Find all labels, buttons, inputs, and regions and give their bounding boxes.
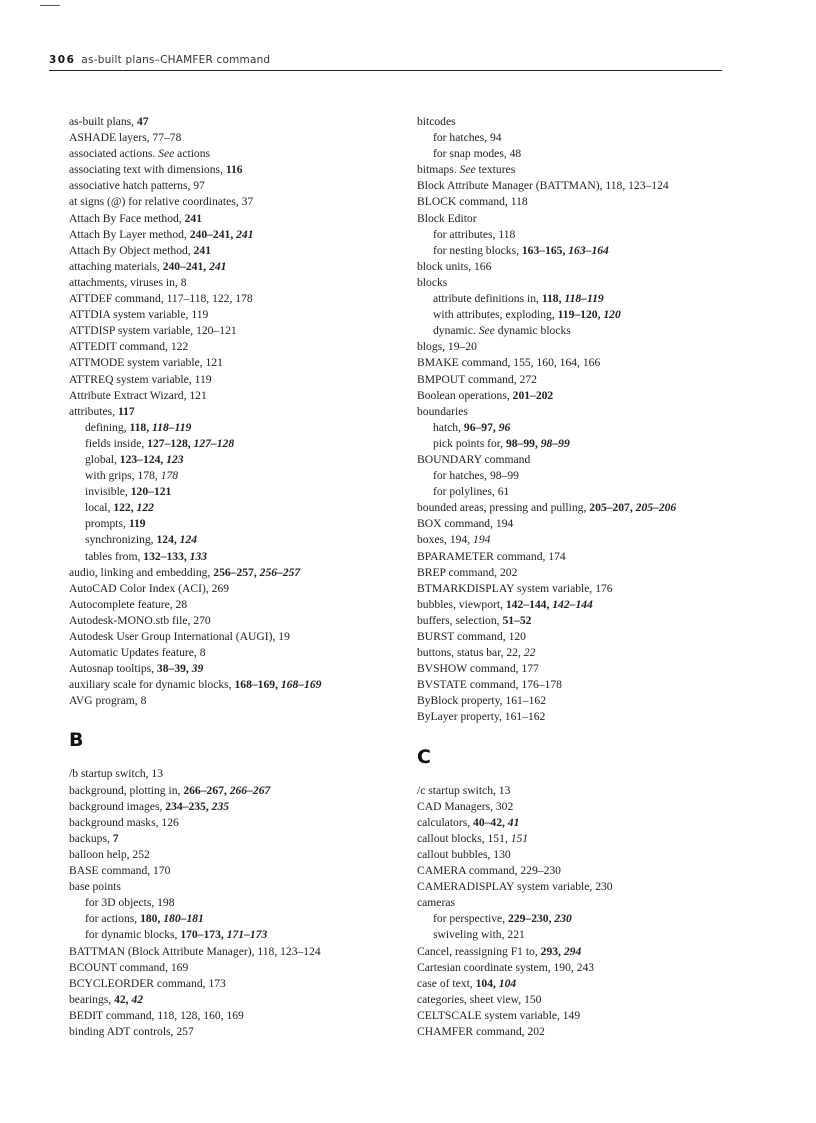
section-letter-c: C (417, 745, 431, 768)
header-rule (49, 70, 722, 71)
page-reference: 40–42, (473, 815, 508, 829)
page-reference: 123–124, (119, 452, 167, 466)
page-reference: 235 (211, 799, 230, 813)
index-entry (417, 516, 772, 532)
entry-text: calculators, (417, 815, 474, 829)
entry-text: BEDIT command, 118, 128, 160, 169 (69, 1008, 244, 1022)
entry-text: BMPOUT command, 272 (417, 372, 537, 386)
index-subentry (417, 323, 772, 339)
index-column-left (69, 114, 424, 1040)
index-subentry (417, 243, 772, 259)
page-reference: 294 (563, 944, 582, 958)
entry-text: associative hatch patterns, 97 (69, 179, 205, 193)
index-entry (69, 339, 424, 355)
page-reference: 142–144 (552, 597, 593, 611)
entry-text: AVG program, 8 (69, 694, 147, 708)
index-entry (417, 895, 772, 911)
entry-text: BURST command, 120 (417, 630, 526, 643)
entry-text: prompts, (85, 517, 129, 531)
index-entry (69, 227, 424, 243)
index-entry (69, 613, 424, 629)
entry-text: CAD Managers, 302 (417, 799, 514, 813)
page-reference: 127–128, (147, 436, 194, 450)
page-reference: 180–181 (163, 912, 204, 926)
entry-text: Attach By Layer method, (69, 227, 190, 241)
page-reference: 124 (179, 533, 198, 547)
entry-text: synchronizing, (85, 533, 157, 547)
page-reference: 124, (156, 533, 180, 547)
index-subentry (69, 436, 424, 452)
index-entry (417, 597, 772, 613)
index-entry (417, 847, 772, 863)
page-reference: 229–230, (508, 912, 555, 926)
index-entry (417, 372, 772, 388)
index-subentry (69, 500, 424, 516)
entry-text: bitcodes (417, 115, 456, 128)
index-subentry (417, 146, 772, 162)
page-reference: See (478, 324, 495, 338)
index-entry (69, 146, 424, 162)
entry-text: background, plotting in, (69, 783, 184, 797)
index-entry (417, 388, 772, 404)
entry-text: for nesting blocks, (433, 243, 522, 257)
entry-text: base points (69, 880, 121, 894)
page-reference: 98–99, (505, 436, 541, 450)
index-subentry (417, 484, 772, 500)
entry-text: CELTSCALE system variable, 149 (417, 1008, 581, 1022)
index-entry (417, 1008, 772, 1024)
page-reference: 293, (540, 944, 564, 958)
page-reference: 256–257 (259, 565, 301, 579)
entry-text: bubbles, viewport, (417, 597, 506, 611)
page-reference: 104 (498, 976, 517, 990)
entry-text: background masks, 126 (69, 815, 179, 829)
running-head-text: as-built plans–CHAMFER command (81, 54, 271, 66)
index-entry (69, 597, 424, 613)
page-reference: 163–164 (568, 243, 609, 257)
entry-text: /c startup switch, 13 (417, 783, 511, 797)
entry-text: as-built plans, (69, 115, 137, 128)
index-entry (417, 339, 772, 355)
page-reference: 241 (209, 259, 227, 273)
index-subentry (69, 452, 424, 468)
index-entry (69, 960, 424, 976)
index-subentry (69, 911, 424, 927)
entry-text: pick points for, (433, 436, 506, 450)
entry-text: Boolean operations, (417, 388, 513, 402)
index-entry (69, 879, 424, 895)
page-reference: 118–119 (152, 420, 192, 434)
entry-text: for hatches, 98–99 (433, 469, 519, 483)
entry-text: attaching materials, (69, 259, 163, 273)
page-reference: 168–169 (280, 678, 322, 692)
page-reference: 205–207, (589, 501, 636, 515)
entry-text: Cartesian coordinate system, 190, 243 (417, 960, 595, 974)
index-subentry (69, 484, 424, 500)
page-reference: 240–241, (162, 259, 210, 273)
entry-text: balloon help, 252 (69, 847, 150, 861)
index-entry (417, 831, 772, 847)
entry-text: at signs (@) for relative coordinates, 37 (69, 195, 254, 209)
entry-text: Autodesk-MONO.stb file, 270 (69, 613, 211, 627)
index-entry (69, 693, 424, 709)
entry-text: auxiliary scale for dynamic blocks, (69, 678, 235, 692)
page-reference: 241 (193, 243, 211, 257)
entry-text: for dynamic blocks, (85, 928, 181, 942)
index-entry (69, 388, 424, 404)
index-entry (69, 372, 424, 388)
entry-text: Autodesk User Group International (AUGI), 19 (69, 630, 290, 643)
index-entry (417, 693, 772, 709)
entry-text: Autocomplete feature, 28 (69, 597, 188, 611)
index-entry (417, 178, 772, 194)
entry-text: for hatches, 94 (433, 131, 502, 145)
entry-text: attributes, (69, 404, 118, 418)
page-reference: 116 (225, 163, 243, 177)
entry-text: bounded areas, pressing and pulling, (417, 501, 590, 515)
index-entry (417, 960, 772, 976)
page-reference: 38–39, (156, 662, 192, 676)
page-reference: 96–97, (463, 420, 499, 434)
page-reference: 122, (113, 501, 137, 515)
entry-text: background images, (69, 799, 166, 813)
index-entry (69, 677, 424, 693)
index-subentry (417, 420, 772, 436)
entry-text: dynamic blocks (494, 324, 571, 338)
entry-text: boundaries (417, 404, 468, 418)
page-reference: 123 (166, 452, 184, 466)
index-entry (417, 613, 772, 629)
index-subentry (417, 468, 772, 484)
page-reference: 256–257, (213, 565, 260, 579)
running-head (49, 54, 270, 66)
entry-text: bearings, (69, 992, 115, 1006)
page-reference: 41 (507, 815, 520, 829)
index-entry (69, 581, 424, 597)
entry-text: ByLayer property, 161–162 (417, 710, 546, 724)
page-reference: 178 (160, 469, 179, 483)
index-subentry (69, 516, 424, 532)
entry-text: for actions, (85, 912, 141, 926)
entry-text: Block Editor (417, 211, 477, 225)
entry-text: invisible, (85, 485, 131, 499)
index-entry (417, 355, 772, 371)
entry-text: BCOUNT command, 169 (69, 960, 189, 974)
page-reference: See (459, 163, 476, 177)
entry-text: CHAMFER command, 202 (417, 1024, 545, 1038)
page-reference: 170–173, (180, 928, 227, 942)
index-entry (417, 799, 772, 815)
page-reference: 142–144, (505, 597, 553, 611)
entry-text: swiveling with, 221 (433, 928, 525, 942)
entry-text: case of text, (417, 976, 476, 990)
index-entry (69, 831, 424, 847)
page-reference: 241 (236, 227, 254, 241)
page-reference: 120 (603, 308, 621, 322)
page-reference: 119–120, (557, 308, 604, 322)
index-subentry (69, 549, 424, 565)
entry-text: BVSTATE command, 176–178 (417, 678, 562, 692)
index-entry (69, 275, 424, 291)
page-reference: 234–235, (165, 799, 212, 813)
page-reference: 122 (136, 501, 154, 515)
index-entry (69, 783, 424, 799)
index-entry (417, 944, 772, 960)
index-subentry (417, 307, 772, 323)
index-entry (69, 799, 424, 815)
index-entry (417, 645, 772, 661)
entry-text: bitmaps. (417, 163, 460, 177)
entry-text: binding ADT controls, 257 (69, 1024, 194, 1038)
index-entry (417, 992, 772, 1008)
index-entry (69, 307, 424, 323)
entry-text: Block Attribute Manager (BATTMAN), 118, 123–124 (417, 179, 669, 193)
entry-text: BTMARKDISPLAY system variable, 176 (417, 581, 613, 595)
index-entry (417, 259, 772, 275)
index-subentry (69, 927, 424, 943)
index-entry (417, 976, 772, 992)
index-subentry (417, 927, 772, 943)
section-letter-b: B (69, 729, 84, 752)
entry-text: buttons, status bar, 22, (417, 646, 524, 660)
entry-text: ByBlock property, 161–162 (417, 694, 547, 708)
index-entry (69, 211, 424, 227)
page-number: 306 (49, 54, 76, 66)
page-reference: 240–241, (189, 227, 237, 241)
index-entry (417, 211, 772, 227)
entry-text: boxes, 194, (417, 533, 474, 547)
index-entry (417, 863, 772, 879)
page-reference: 39 (191, 662, 204, 676)
page-reference: 163–165, (521, 243, 569, 257)
page-reference: 104, (475, 976, 499, 990)
entry-text: with grips, 178, (85, 469, 161, 483)
page-reference: 118–119 (564, 292, 604, 306)
index-entry (69, 976, 424, 992)
index-entry (69, 847, 424, 863)
entry-text: local, (85, 501, 114, 515)
index-entry (69, 243, 424, 259)
page-reference: 180, (140, 912, 164, 926)
index-entry (417, 275, 772, 291)
page-reference: 266–267, (183, 783, 230, 797)
page-reference: 117 (117, 404, 135, 418)
entry-text: BPARAMETER command, 174 (417, 549, 566, 563)
entry-text: global, (85, 452, 120, 466)
index-entry (417, 452, 772, 468)
entry-text: with attributes, exploding, (433, 308, 558, 322)
index-entry (69, 944, 424, 960)
index-subentry (417, 130, 772, 146)
page-reference: 151 (510, 831, 529, 845)
index-subentry (417, 227, 772, 243)
entry-text: cameras (417, 896, 455, 910)
index-entry (69, 645, 424, 661)
index-entry (69, 114, 424, 130)
index-entry (69, 992, 424, 1008)
index-entry (417, 194, 772, 210)
page-reference: 42, (114, 992, 132, 1006)
index-entry (69, 1024, 424, 1040)
entry-text: ATTREQ system variable, 119 (69, 372, 212, 386)
index-subentry (69, 532, 424, 548)
page-reference: 98–99 (540, 436, 570, 450)
index-entry (417, 629, 772, 645)
index-entry (69, 178, 424, 194)
entry-text: BCYCLEORDER command, 173 (69, 976, 226, 990)
page-reference: See (158, 147, 175, 161)
entry-text: for 3D objects, 198 (85, 896, 175, 910)
page-reference: 230 (554, 912, 572, 926)
index-entry (417, 783, 772, 799)
entry-text: audio, linking and embedding, (69, 565, 214, 579)
entry-text: ATTDISP system variable, 120–121 (69, 324, 237, 338)
index-entry (417, 565, 772, 581)
entry-text: associating text with dimensions, (69, 163, 226, 177)
entry-text: for perspective, (433, 912, 509, 926)
entry-text: BREP command, 202 (417, 565, 518, 579)
page-reference: 118, (541, 292, 565, 306)
index-entry (417, 114, 772, 130)
index-entry (417, 815, 772, 831)
index-column-right (417, 114, 772, 1040)
entry-text: callout blocks, 151, (417, 831, 511, 845)
page-reference: 168–169, (234, 678, 281, 692)
entry-text: CAMERADISPLAY system variable, 230 (417, 880, 613, 894)
entry-text: defining, (85, 420, 130, 434)
crop-mark (40, 5, 60, 6)
entry-text: ATTEDIT command, 122 (69, 340, 189, 354)
index-entry (417, 532, 772, 548)
page-reference: 22 (523, 646, 536, 660)
entry-text: AutoCAD Color Index (ACI), 269 (69, 581, 230, 595)
entry-text: for snap modes, 48 (433, 147, 522, 161)
entry-text: backups, (69, 831, 113, 845)
entry-text: fields inside, (85, 436, 148, 450)
index-subentry (417, 436, 772, 452)
entry-text: Cancel, reassigning F1 to, (417, 944, 541, 958)
page-reference: 51–52 (502, 613, 532, 627)
entry-text: for attributes, 118 (433, 227, 516, 241)
index-entry (69, 629, 424, 645)
page-reference: 171–173 (226, 928, 268, 942)
index-entry (69, 565, 424, 581)
page-reference: 133 (189, 549, 208, 563)
entry-text: hatch, (433, 420, 464, 434)
page-reference: 119 (128, 517, 146, 531)
page-reference: 120–121 (130, 485, 172, 499)
index-entry (417, 404, 772, 420)
index-entry (69, 766, 424, 782)
entry-text: categories, sheet view, 150 (417, 992, 542, 1006)
index-entry (417, 500, 772, 516)
entry-text: actions (174, 147, 211, 161)
entry-text: Autosnap tooltips, (69, 662, 157, 676)
page-reference: 127–128 (193, 436, 235, 450)
page-reference: 194 (473, 533, 491, 547)
entry-text: block units, 166 (417, 259, 492, 273)
entry-text: blocks (417, 275, 448, 289)
page-reference: 118, (129, 420, 152, 434)
page-reference: 205–206 (635, 501, 677, 515)
index-entry (417, 677, 772, 693)
index-entry (417, 661, 772, 677)
index-subentry (417, 291, 772, 307)
entry-text: attribute definitions in, (433, 292, 542, 306)
index-entry (417, 581, 772, 597)
entry-text: Attribute Extract Wizard, 121 (69, 388, 207, 402)
index-entry (69, 130, 424, 146)
index-entry (69, 194, 424, 210)
page-reference: 132–133, (143, 549, 190, 563)
entry-text: BLOCK command, 118 (417, 195, 528, 209)
index-entry (417, 709, 772, 725)
index-subentry (417, 911, 772, 927)
entry-text: /b startup switch, 13 (69, 767, 164, 781)
index-subentry (69, 468, 424, 484)
entry-text: buffers, selection, (417, 613, 503, 627)
page-reference: 241 (184, 211, 202, 225)
entry-text: blogs, 19–20 (417, 340, 477, 354)
index-entry (417, 1024, 772, 1040)
entry-text: attachments, viruses in, 8 (69, 275, 187, 289)
entry-text: ATTDEF command, 117–118, 122, 178 (69, 292, 253, 306)
index-subentry (69, 420, 424, 436)
index-entry (69, 1008, 424, 1024)
entry-text: BOUNDARY command (417, 452, 531, 466)
index-entry (417, 162, 772, 178)
index-entry (69, 323, 424, 339)
index-entry (69, 661, 424, 677)
index-entry (69, 291, 424, 307)
page-reference: 42 (131, 992, 144, 1006)
entry-text: callout bubbles, 130 (417, 847, 511, 861)
page-reference: 201–202 (512, 388, 554, 402)
index-entry (69, 259, 424, 275)
index-entry (69, 355, 424, 371)
entry-text: textures (475, 163, 516, 177)
entry-text: ATTDIA system variable, 119 (69, 308, 209, 322)
page-reference: 47 (136, 115, 149, 128)
entry-text: for polylines, 61 (433, 485, 510, 499)
entry-text: BASE command, 170 (69, 864, 171, 878)
index-subentry (69, 895, 424, 911)
entry-text: dynamic. (433, 324, 479, 338)
index-entry (417, 879, 772, 895)
entry-text: BATTMAN (Block Attribute Manager), 118, 123–124 (69, 944, 321, 958)
entry-text: ATTMODE system variable, 121 (69, 356, 223, 370)
page-reference: 7 (112, 831, 119, 845)
index-entry (69, 863, 424, 879)
entry-text: CAMERA command, 229–230 (417, 864, 561, 878)
entry-text: BMAKE command, 155, 160, 164, 166 (417, 356, 601, 370)
index-entry (69, 404, 424, 420)
page-reference: 96 (498, 420, 511, 434)
entry-text: BVSHOW command, 177 (417, 662, 539, 676)
entry-text: Attach By Face method, (69, 211, 185, 225)
index-entry (69, 815, 424, 831)
page-reference: 266–267 (229, 783, 271, 797)
index-entry (417, 549, 772, 565)
entry-text: BOX command, 194 (417, 517, 514, 531)
entry-text: Attach By Object method, (69, 243, 194, 257)
entry-text: associated actions. (69, 147, 159, 161)
index-entry (69, 162, 424, 178)
entry-text: Automatic Updates feature, 8 (69, 646, 206, 660)
entry-text: tables from, (85, 549, 144, 563)
entry-text: ASHADE layers, 77–78 (69, 131, 182, 145)
